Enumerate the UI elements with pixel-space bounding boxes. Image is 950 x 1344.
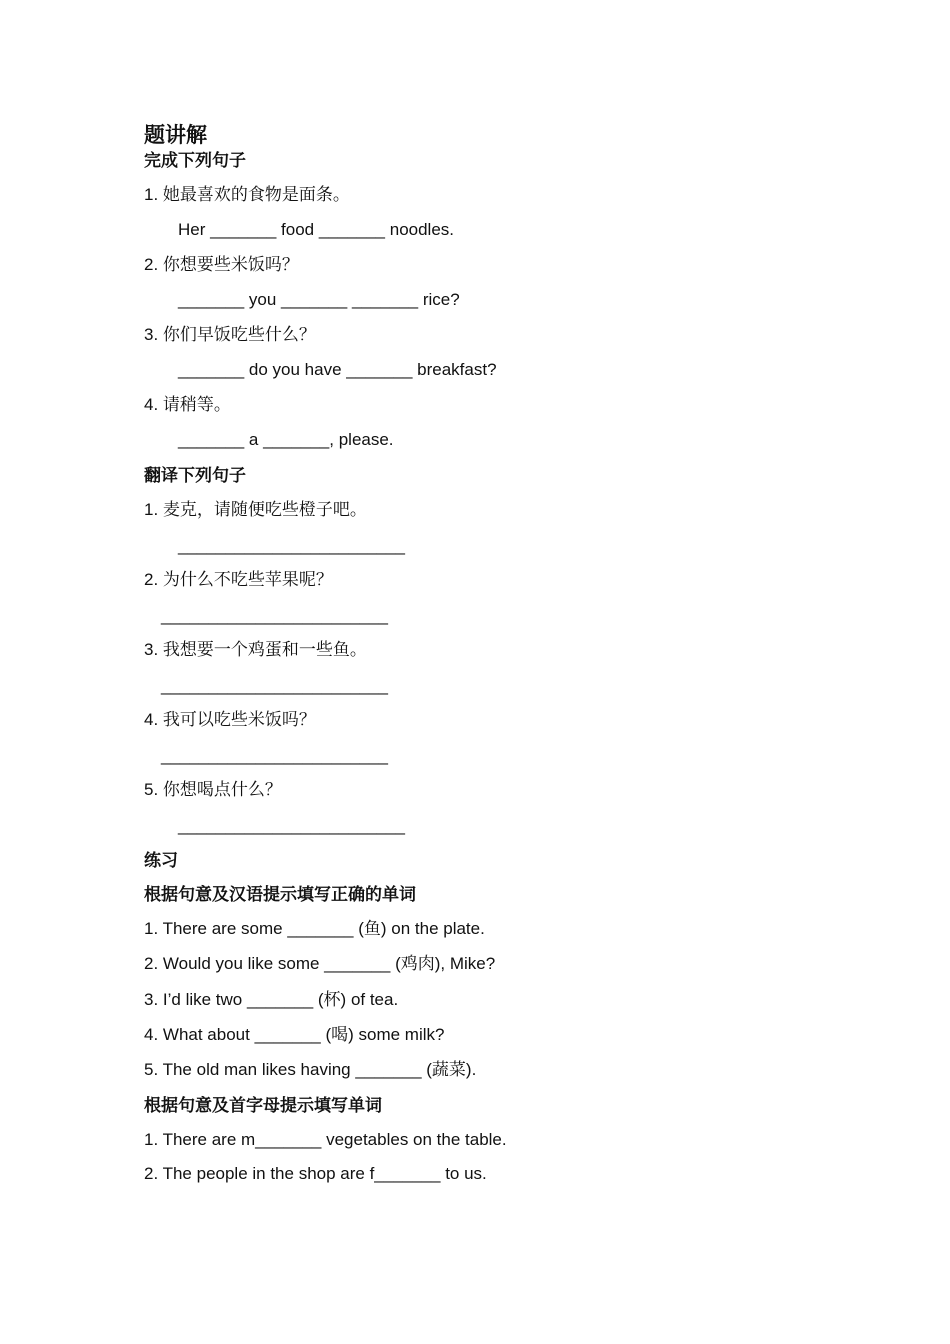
translate-2-prompt: 2. 为什么不吃些苹果呢？ — [144, 570, 333, 589]
translate-2-answer-line: ________________________ — [161, 606, 388, 625]
translate-5-answer-line: ________________________ — [178, 816, 405, 835]
question-3-prompt: 3. 你们早饭吃些什么？ — [144, 325, 316, 344]
question-1-prompt: 1. 她最喜欢的食物是面条。 — [144, 185, 350, 204]
section-heading-translate-sentences: 翻译下列句子 — [144, 466, 246, 485]
translate-5-prompt: 5. 你想喝点什么？ — [144, 780, 282, 799]
practice-part1-heading: 根据句意及汉语提示填写正确的单词 — [144, 885, 416, 904]
section-heading-complete-sentences: 完成下列句子 — [144, 151, 246, 170]
practice-part1-item-1: 1. There are some _______ (鱼) on the plate. — [144, 919, 485, 938]
question-3-answer-line: _______ do you have _______ breakfast? — [178, 360, 497, 379]
practice-part2-item-1: 1. There are m_______ vegetables on the table. — [144, 1130, 507, 1149]
question-4-answer-line: _______ a _______, please. — [178, 430, 394, 449]
practice-part1-item-5: 5. The old man likes having _______ (蔬菜). — [144, 1060, 477, 1079]
translate-3-prompt: 3. 我想要一个鸡蛋和一些鱼。 — [144, 640, 367, 659]
translate-3-answer-line: ________________________ — [161, 676, 388, 695]
translate-4-answer-line: ________________________ — [161, 746, 388, 765]
practice-part1-item-3: 3. I’d like two _______ (杯) of tea. — [144, 990, 399, 1009]
practice-part2-heading: 根据句意及首字母提示填写单词 — [144, 1096, 382, 1115]
section-heading-practice: 练习 — [144, 851, 178, 870]
question-2-prompt: 2. 你想要些米饭吗？ — [144, 255, 299, 274]
translate-4-prompt: 4. 我可以吃些米饭吗？ — [144, 710, 316, 729]
question-1-answer-line: Her _______ food _______ noodles. — [178, 220, 455, 239]
question-2-answer-line: _______ you _______ _______ rice? — [178, 290, 460, 309]
translate-1-answer-line: ________________________ — [178, 536, 405, 555]
practice-part1-item-4: 4. What about _______ (喝) some milk? — [144, 1025, 445, 1044]
question-4-prompt: 4. 请稍等。 — [144, 395, 231, 414]
practice-part1-item-2: 2. Would you like some _______ (鸡肉), Mike? — [144, 954, 496, 973]
practice-part2-item-2: 2. The people in the shop are f_______ to us. — [144, 1164, 487, 1183]
page-title: 题讲解 — [144, 124, 207, 147]
translate-1-prompt: 1. 麦克，请随便吃些橙子吧。 — [144, 500, 367, 519]
